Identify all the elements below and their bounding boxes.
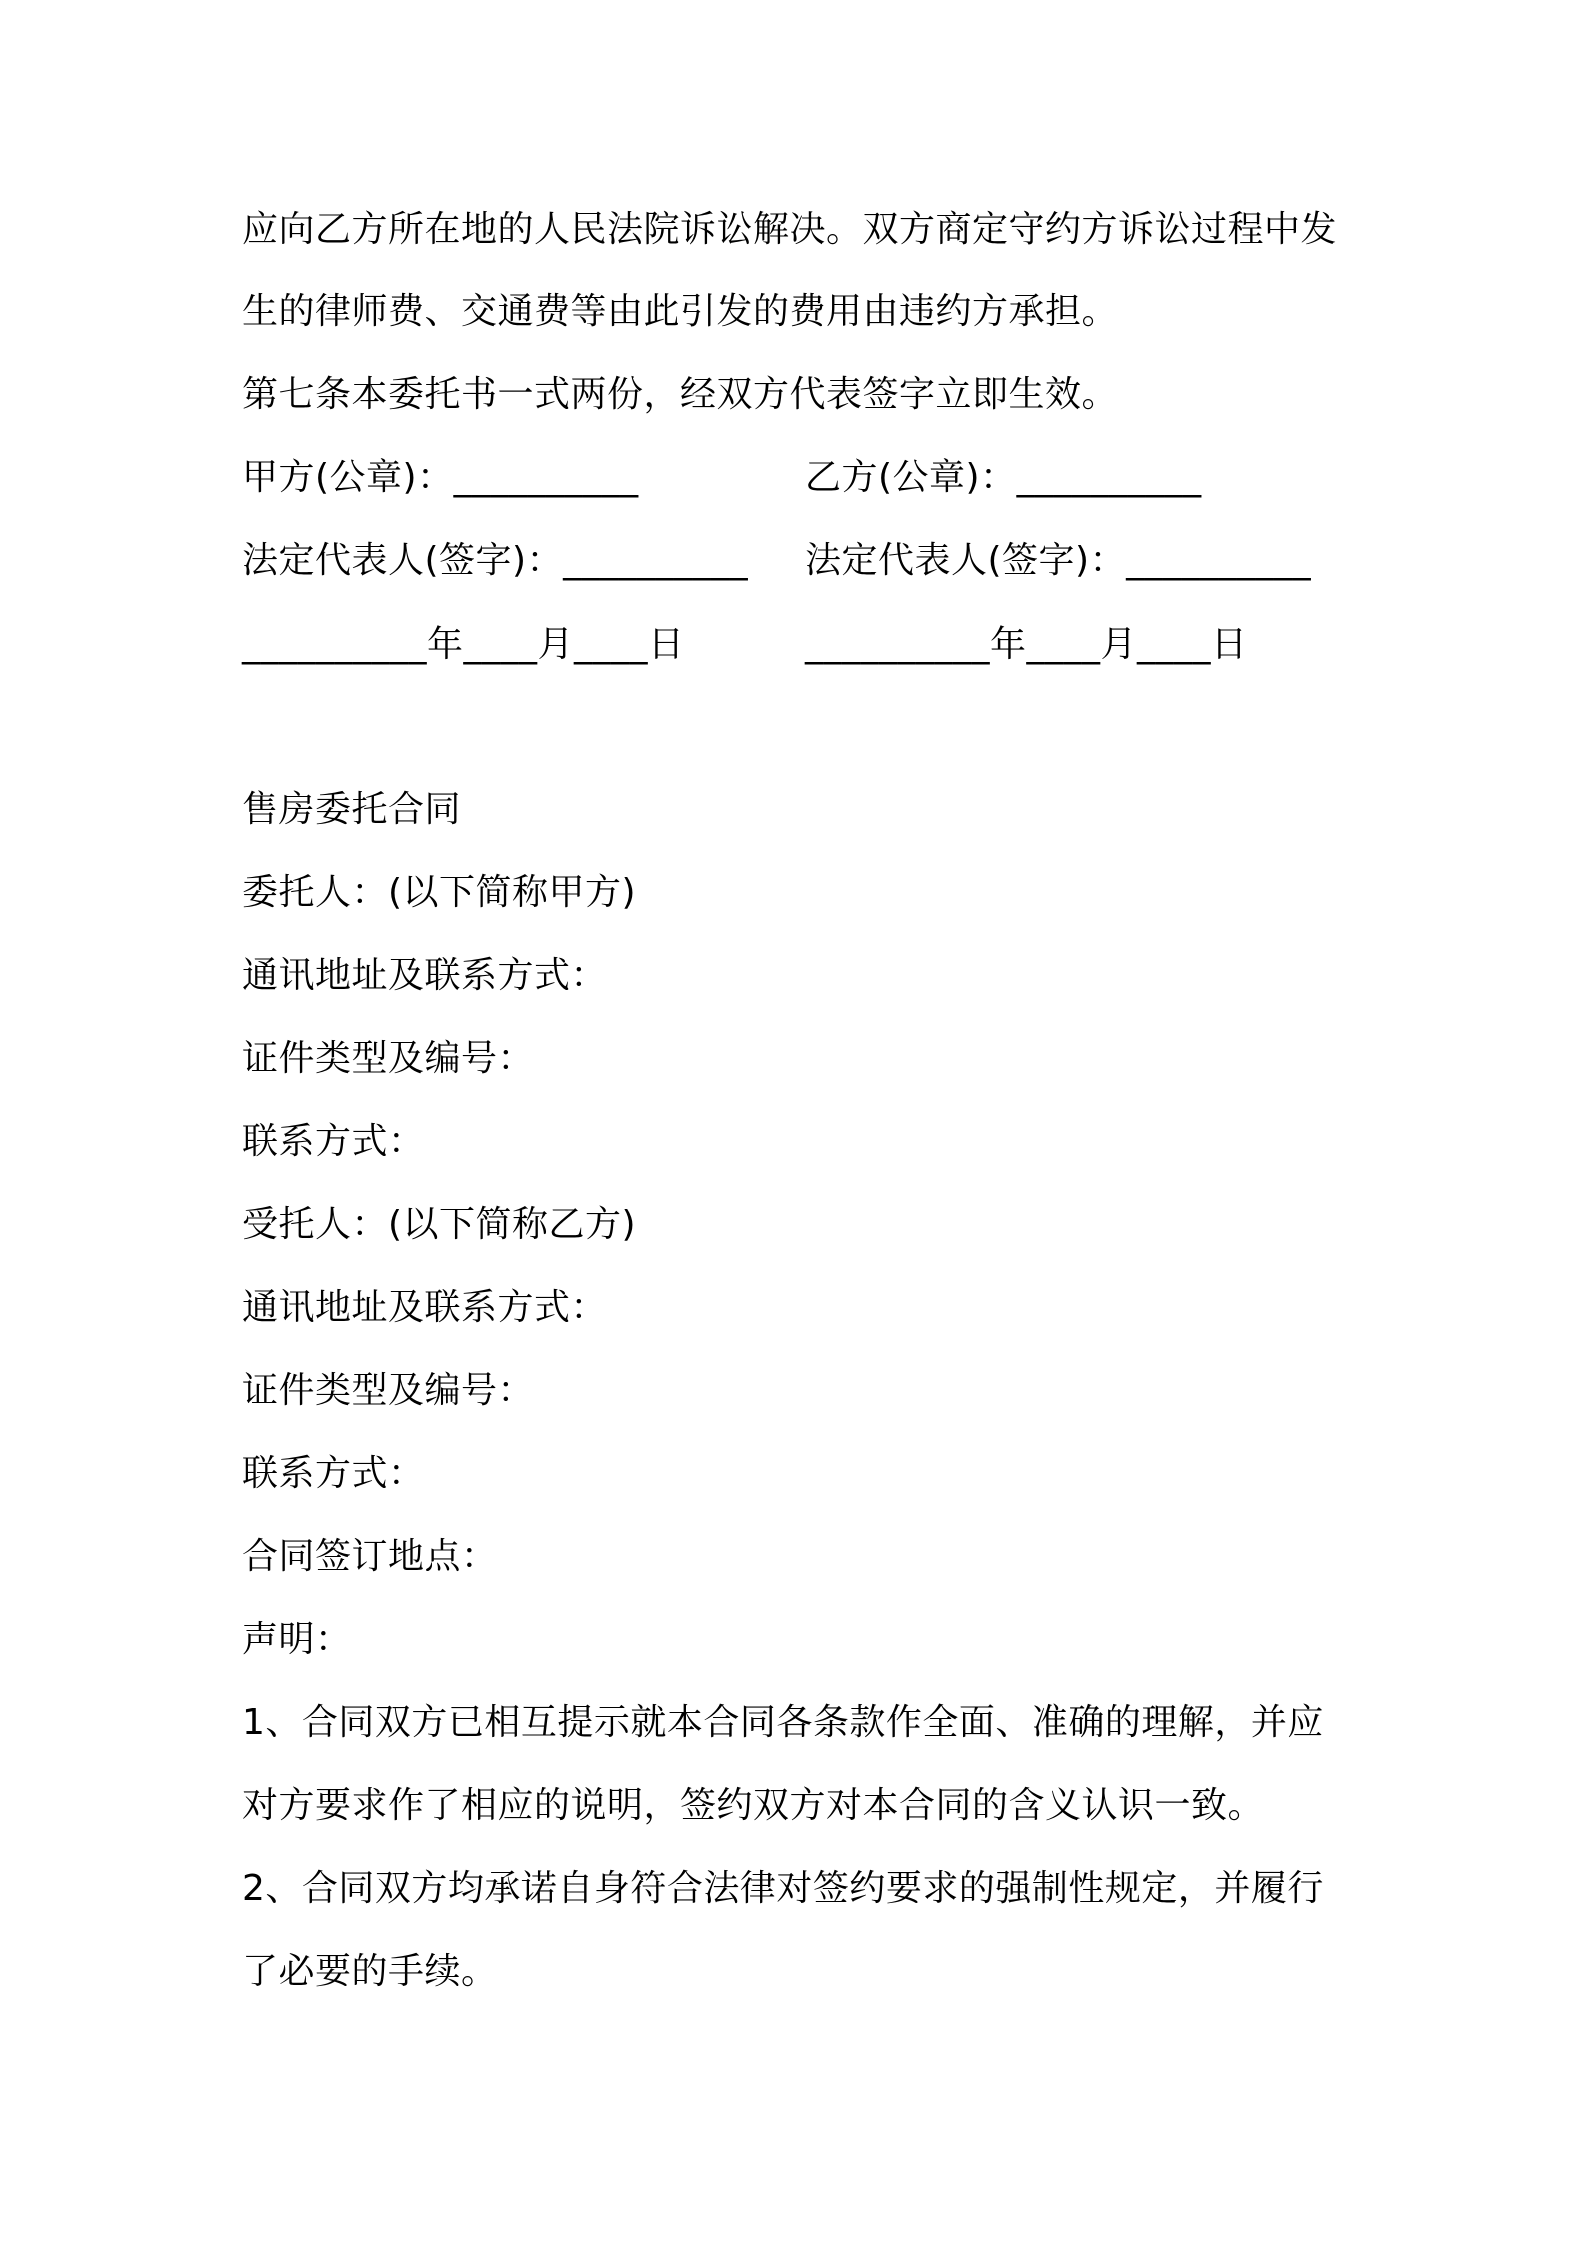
agent-line: 受托人：(以下简称乙方) — [242, 1204, 637, 1245]
party-b-date: __________年____月____日 — [805, 624, 1248, 665]
party-a-date: __________年____月____日 — [242, 624, 685, 665]
paragraph-line: 第七条本委托书一式两份，经双方代表签字立即生效。 — [242, 374, 1119, 415]
principal-contact: 联系方式： — [242, 1121, 425, 1162]
statement-1-line: 1、合同双方已相互提示就本合同各条款作全面、准确的理解，并应 — [242, 1702, 1324, 1743]
principal-id: 证件类型及编号： — [242, 1038, 535, 1079]
party-a-seal: 甲方(公章)：__________ — [242, 457, 639, 498]
paragraph-line: 生的律师费、交通费等由此引发的费用由违约方承担。 — [242, 291, 1119, 332]
statement-1-line: 对方要求作了相应的说明，签约双方对本合同的含义认识一致。 — [242, 1785, 1265, 1826]
agent-id: 证件类型及编号： — [242, 1370, 535, 1411]
party-a-rep: 法定代表人(签字)：__________ — [242, 540, 749, 581]
signing-place: 合同签订地点： — [242, 1536, 498, 1577]
principal-line: 委托人：(以下简称甲方) — [242, 872, 637, 913]
agent-contact: 联系方式： — [242, 1453, 425, 1494]
principal-address: 通讯地址及联系方式： — [242, 955, 608, 996]
contract-title: 售房委托合同 — [242, 789, 462, 830]
statement-label: 声明： — [242, 1619, 352, 1660]
statement-2-line: 2、合同双方均承诺自身符合法律对签约要求的强制性规定，并履行 — [242, 1868, 1324, 1909]
agent-address: 通讯地址及联系方式： — [242, 1287, 608, 1328]
statement-2-line: 了必要的手续。 — [242, 1951, 498, 1992]
party-b-seal: 乙方(公章)：__________ — [805, 457, 1202, 498]
paragraph-line: 应向乙方所在地的人民法院诉讼解决。双方商定守约方诉讼过程中发 — [242, 209, 1338, 250]
party-b-rep: 法定代表人(签字)：__________ — [805, 540, 1312, 581]
